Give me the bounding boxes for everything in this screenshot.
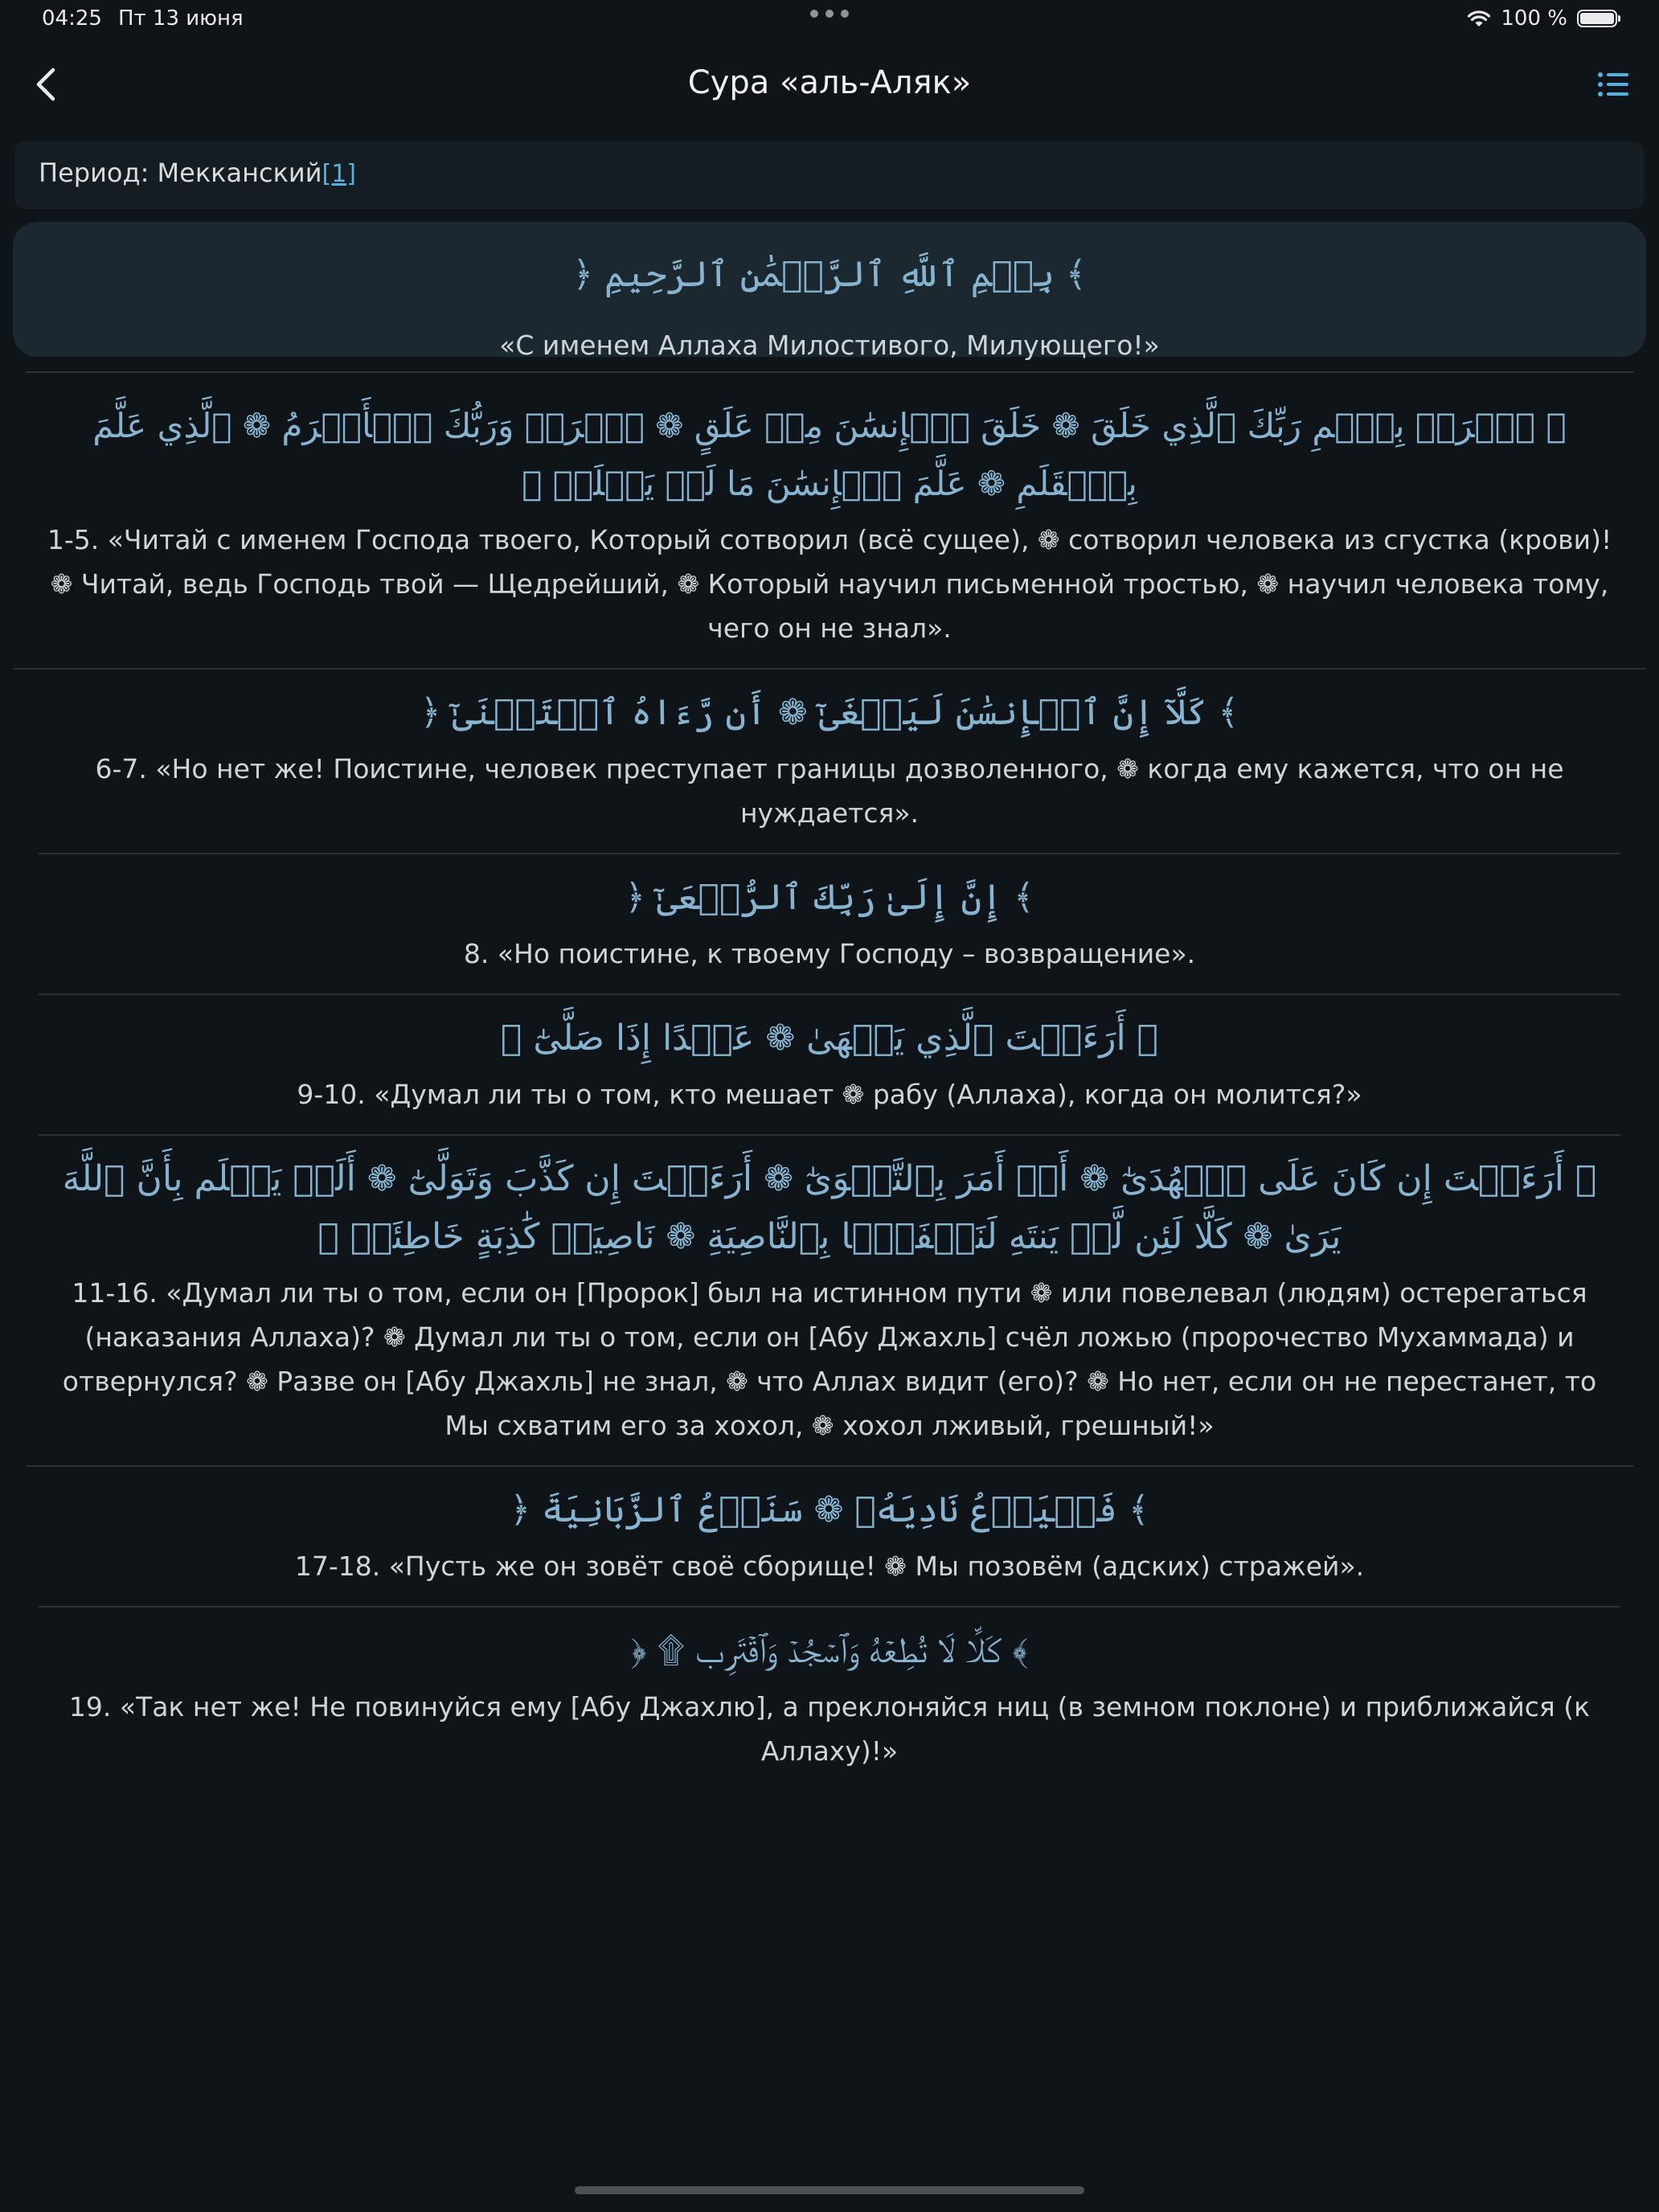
ayah-translation: 6-7. «Но нет же! Поистине, человек преступает границы дозволенного, ❁ когда ему кажется, что он не нуждается». — [95, 753, 1564, 829]
battery-icon — [1577, 10, 1617, 27]
basmala-translation: «С именем Аллаха Милостивого, Милующего!» — [499, 330, 1160, 361]
multitasking-dots-icon[interactable] — [810, 10, 849, 18]
ayah-arabic: ﴾ أَرَءَيۡتَ إِن كَانَ عَلَى ٱلۡهُدَىٰٓ ❁ أَوۡ أَمَرَ بِٱلتَّقۡوَىٰٓ ❁ أَرَءَيۡتَ إِن كَذَّبَ وَتَوَلَّىٰٓ ❁ أَلَمۡ يَعۡلَم بِأَنَّ ٱللَّهَ يَرَىٰ ❁ كَلَّا لَئِن لَّمۡ يَنتَهِ لَنَسۡفَعَۢا بِٱلنَّاصِيَةِ ❁ نَاصِيَةٖ كَٰذِبَةٍ خَاطِئَةٖ ﴿ — [62, 1158, 1597, 1257]
ayah-arabic: ﴾ إِنَّ إِلَىٰ رَبِّكَ ٱلرُّجۡعَىٰٓ ﴿ — [625, 877, 1034, 918]
footnote-link[interactable]: [1] — [322, 160, 357, 188]
ayah-block-6-7[interactable] — [39, 670, 1620, 854]
ayah-block-1-5[interactable] — [13, 383, 1646, 670]
page-title: Сура «аль-Аляк» — [687, 64, 972, 101]
battery-percent: 100 % — [1501, 6, 1567, 31]
basmala-arabic: ﴾ بِسۡمِ ٱللَّهِ ٱلرَّحۡمَٰنِ ٱلرَّحِيمِ ﴿ — [572, 254, 1087, 295]
ayah-block-8[interactable] — [39, 854, 1620, 995]
ayah-block-9-10[interactable] — [39, 995, 1620, 1136]
ayah-list — [0, 383, 1659, 1791]
ayah-translation: 11-16. «Думал ли ты о том, если он [Пророк] был на истинном пути ❁ или повелевал (людям) остерегаться (наказания Аллаха)? ❁ Думал ли ты о том, если он [Абу Джахль] счёл ложью (пророчество Мухаммада) и отвернулся? ❁ Разве он [Абу Джахль] не знал, ❁ что Аллах видит (его)? ❁ Но нет, если он не перестанет, то Мы схватим его за хохол, ❁ хохол лживый, грешный!» — [62, 1277, 1597, 1441]
period-label: Период: Мекканский — [39, 158, 322, 188]
ayah-block-11-16[interactable] — [26, 1136, 1633, 1467]
ayah-translation: 19. «Так нет же! Не повинуйся ему [Абу Джахлю], а преклоняйся ниц (в земном поклоне) и приближайся (к Аллаху)!» — [68, 1691, 1591, 1767]
period-info — [14, 141, 1645, 209]
list-icon — [1597, 71, 1629, 98]
home-indicator[interactable] — [575, 2186, 1084, 2194]
contents-list-button[interactable] — [1591, 63, 1635, 106]
status-right — [1467, 6, 1617, 31]
status-bar — [0, 0, 1659, 39]
ayah-arabic: ﴾ أَرَءَيۡتَ ٱلَّذِي يَنۡهَىٰ ❁ عَبۡدًا إِذَا صَلَّىٰٓ ﴿ — [500, 1018, 1159, 1059]
ayah-arabic: ﴾ كَلَّا لَا تُطِعۡهُ وَٱسۡجُدۡ وَٱقۡتَرِب ۩ ﴿ — [630, 1630, 1029, 1671]
wifi-icon — [1467, 9, 1491, 28]
ayah-translation: 1-5. «Читай с именем Господа твоего, Который сотворил (всё сущее), ❁ сотворил человека из сгустка (крови)! ❁ Читай, ведь Господь твой — Щедрейший, ❁ Который научил письменной тростью, ❁ научил человека тому, чего он не знал». — [47, 524, 1612, 644]
basmala-card — [13, 222, 1646, 361]
ayah-translation: 9-10. «Думал ли ты о том, кто мешает ❁ рабу (Аллаха), когда он молится?» — [297, 1079, 1362, 1110]
navigation-bar — [0, 48, 1659, 121]
ayah-block-17-18[interactable] — [39, 1467, 1620, 1608]
divider — [26, 371, 1633, 373]
ayah-arabic: ﴾ ٱقۡرَأۡ بِٱسۡمِ رَبِّكَ ٱلَّذِي خَلَقَ ❁ خَلَقَ ٱلۡإِنسَٰنَ مِنۡ عَلَقٍ ❁ ٱقۡرَأۡ وَرَبُّكَ ٱلۡأَكۡرَمُ ❁ ٱلَّذِي عَلَّمَ بِٱلۡقَلَمِ ❁ عَلَّمَ ٱلۡإِنسَٰنَ مَا لَمۡ يَعۡلَمۡ ﴿ — [92, 406, 1567, 503]
status-date: Пт 13 июня — [117, 6, 244, 31]
battery-fill — [1580, 13, 1614, 24]
ayah-translation: 17-18. «Пусть же он зовёт своё сборище! ❁ Мы позовём (адских) стражей». — [294, 1550, 1365, 1582]
ayah-translation: 8. «Но поистине, к твоему Господу – возвращение». — [463, 938, 1196, 969]
ayah-arabic: ﴾ فَلۡيَدۡعُ نَادِيَهُۥ ❁ سَنَدۡعُ ٱلزَّبَانِيَةَ ﴿ — [510, 1489, 1149, 1530]
ayah-block-19[interactable] — [39, 1608, 1620, 1791]
status-left — [42, 6, 244, 31]
ayah-arabic: ﴾ كَلَّآ إِنَّ ٱلۡإِنسَٰنَ لَيَطۡغَىٰٓ ❁ أَن رَّءَاهُ ٱسۡتَغۡنَىٰٓ ﴿ — [420, 692, 1239, 733]
status-time: 04:25 — [42, 6, 102, 31]
